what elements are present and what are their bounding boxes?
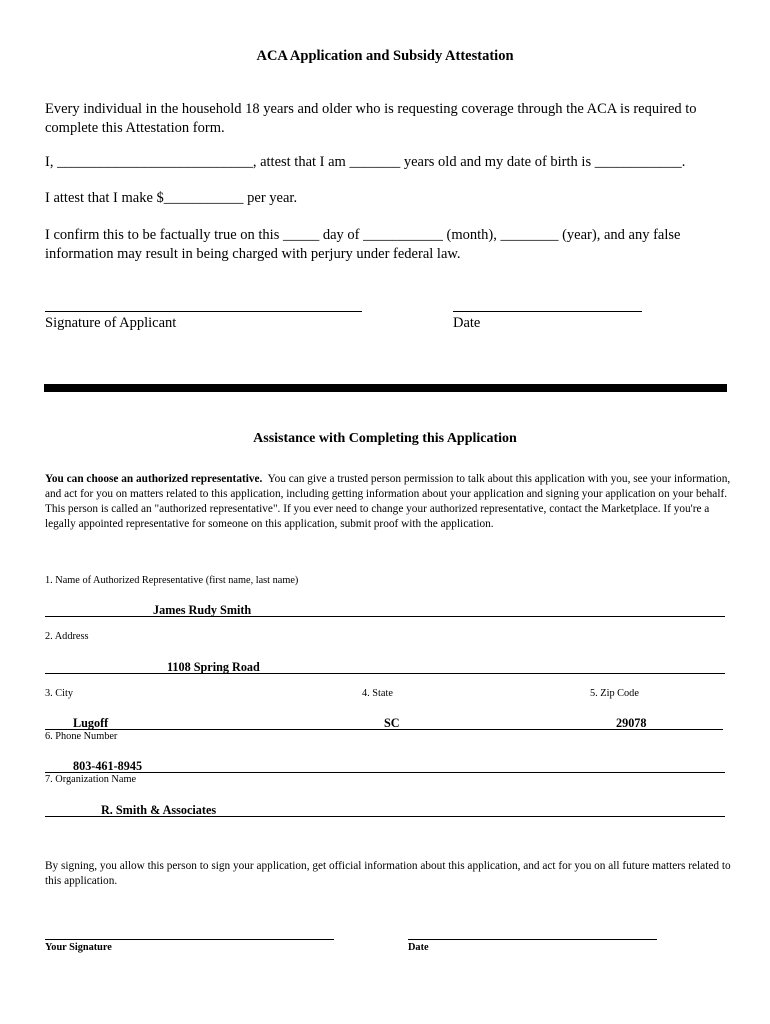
your-signature-label: Your Signature bbox=[45, 942, 112, 953]
rep-phone-value[interactable]: 803-461-8945 bbox=[73, 759, 143, 773]
rep-state-label: 4. State bbox=[362, 688, 393, 699]
applicant-date-label: Date bbox=[453, 315, 481, 331]
form-title: ACA Application and Subsidy Attestation bbox=[256, 48, 514, 64]
rep-org-field[interactable] bbox=[45, 816, 725, 817]
assistance-intro-text: You can give a trusted person permission to talk about this application with you, see your information, and act for you on matters related to this application, including getting information about your application and signing your application on your behalf. This person is called an "authorized representative". If you ever need to change your authorized representative, contact the Marketplace. If you're a legally appointed representative for someone on this application, submit proof with the application. bbox=[45, 473, 731, 530]
your-signature-line[interactable] bbox=[45, 939, 334, 940]
rep-address-label: 2. Address bbox=[45, 631, 89, 642]
signature-of-applicant-label: Signature of Applicant bbox=[45, 315, 177, 331]
rep-address-field[interactable] bbox=[45, 673, 725, 674]
section-divider bbox=[44, 384, 727, 392]
rep-phone-field[interactable] bbox=[45, 772, 725, 773]
rep-org-label: 7. Organization Name bbox=[45, 774, 137, 785]
rep-state-value[interactable]: SC bbox=[384, 716, 400, 730]
assistance-intro-bold: You can choose an authorized representative. bbox=[45, 473, 263, 485]
attestation-intro: Every individual in the household 18 years and older who is requesting coverage through the ACA is required to complete this Attestation form. bbox=[45, 101, 697, 136]
rep-zip-value[interactable]: 29078 bbox=[616, 716, 647, 730]
rep-name-field[interactable] bbox=[45, 616, 725, 617]
attestation-confirm-line: I confirm this to be factually true on this _____ day of ___________ (month), ________ (year), and any false information may result in being charged with perjury under federal law. bbox=[45, 227, 681, 262]
rep-phone-label: 6. Phone Number bbox=[45, 731, 118, 742]
rep-org-value[interactable]: R. Smith & Associates bbox=[101, 803, 217, 817]
rep-name-label: 1. Name of Authorized Representative (first name, last name) bbox=[45, 575, 299, 586]
your-date-label: Date bbox=[408, 942, 429, 953]
rep-name-value[interactable]: James Rudy Smith bbox=[153, 603, 252, 617]
your-date-line[interactable] bbox=[408, 939, 657, 940]
attestation-name-age-line: I, ___________________________, attest that I am _______ years old and my date of birth is ____________. bbox=[45, 154, 686, 170]
rep-city-label: 3. City bbox=[45, 688, 74, 699]
assistance-intro bbox=[45, 472, 735, 532]
consent-text: By signing, you allow this person to sign your application, get official information about this application, and act for you on all future matters related to this application. bbox=[45, 860, 731, 887]
rep-city-state-zip-field[interactable] bbox=[45, 729, 723, 730]
rep-address-value[interactable]: 1108 Spring Road bbox=[167, 660, 260, 674]
assistance-title: Assistance with Completing this Application bbox=[253, 431, 517, 446]
rep-city-value[interactable]: Lugoff bbox=[73, 716, 109, 730]
applicant-signature-line[interactable] bbox=[45, 311, 362, 312]
applicant-date-line[interactable] bbox=[453, 311, 642, 312]
rep-zip-label: 5. Zip Code bbox=[590, 688, 639, 699]
attestation-income-line: I attest that I make $___________ per year. bbox=[45, 190, 298, 206]
